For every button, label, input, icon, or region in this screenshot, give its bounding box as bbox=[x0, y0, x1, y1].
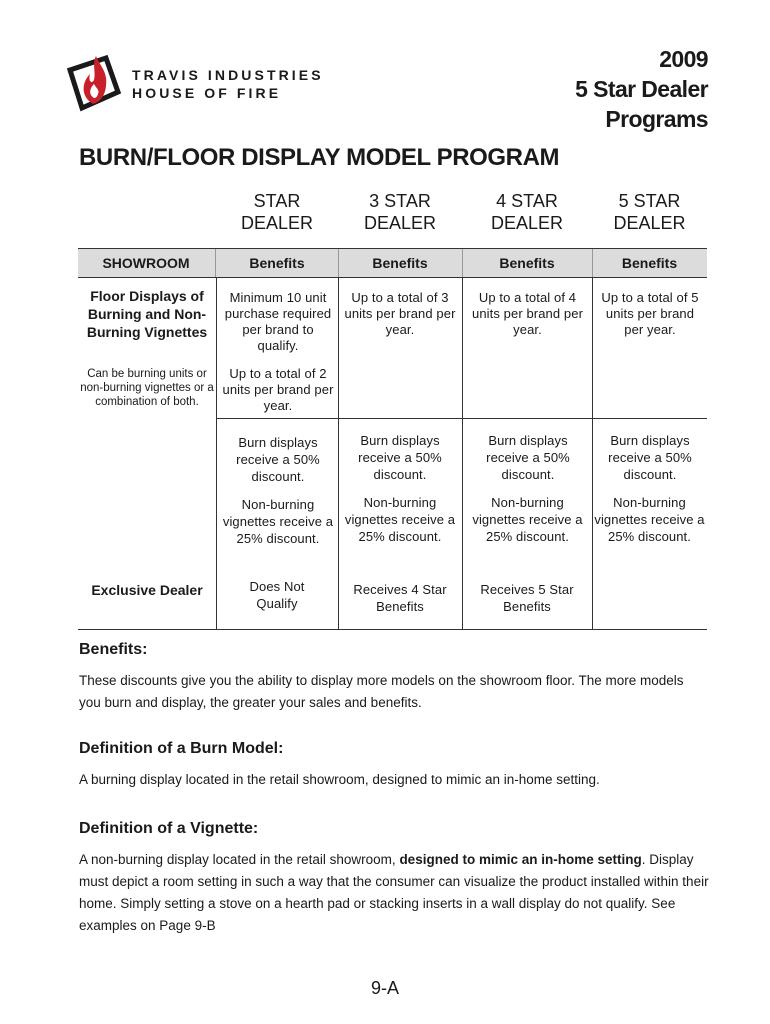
purchase-star: Minimum 10 unit purchase required per brand to qualify. bbox=[224, 290, 332, 353]
column-header-line: STAR bbox=[253, 191, 301, 211]
vignette-text bbox=[79, 849, 709, 937]
purchase-3-star: Up to a total of 3 units per brand per year. bbox=[344, 290, 456, 337]
exclusive-4-star: Receives 5 Star Benefits bbox=[480, 582, 574, 614]
benefits-label: Benefits bbox=[499, 255, 555, 271]
nonburn-discount-5-star: Non-burning vignettes receive a 25% discount. bbox=[594, 495, 705, 544]
program-year: 2009 bbox=[659, 46, 708, 72]
column-header-5-star bbox=[592, 190, 707, 234]
purchase-5-star: Up to a total of 5 units per brand per year. bbox=[601, 290, 699, 337]
column-header-line: 5 STAR bbox=[618, 191, 681, 211]
divider bbox=[216, 418, 707, 419]
travis-logo bbox=[66, 52, 366, 114]
program-heading bbox=[575, 44, 708, 134]
divider bbox=[592, 277, 593, 630]
nonburn-discount-star: Non-burning vignettes receive a 25% discount. bbox=[222, 497, 334, 546]
burn-discount-3-star: Burn displays receive a 50% discount. bbox=[358, 433, 442, 482]
page-number: 9-A bbox=[370, 978, 399, 998]
vignette-text-bold: designed to mimic an in-home setting bbox=[399, 852, 642, 867]
column-header-line: DEALER bbox=[490, 213, 564, 233]
burn-model-text: A burning display located in the retail showroom, designed to mimic an in-home setting. bbox=[79, 772, 600, 787]
column-header-star bbox=[216, 190, 338, 234]
benefits-heading: Benefits: bbox=[79, 641, 148, 658]
exclusive-3-star: Receives 4 Star Benefits bbox=[353, 582, 447, 614]
page-title: BURN/FLOOR DISPLAY MODEL PROGRAM bbox=[79, 144, 560, 171]
purchase-star-extra: Up to a total of 2 units per brand per year. bbox=[222, 366, 334, 413]
flame-logo-icon bbox=[66, 52, 126, 114]
benefits-label: Benefits bbox=[621, 255, 678, 271]
burn-discount-4-star: Burn displays receive a 50% discount. bbox=[486, 433, 570, 482]
floor-displays-label: Floor Displays of Burning and Non-Burning Vignettes bbox=[86, 288, 208, 340]
benefits-label: Benefits bbox=[372, 255, 428, 271]
nonburn-discount-4-star: Non-burning vignettes receive a 25% discount. bbox=[472, 495, 583, 544]
nonburn-discount-3-star: Non-burning vignettes receive a 25% discount. bbox=[344, 495, 456, 544]
brand-line-2: HOUSE OF FIRE bbox=[132, 85, 282, 101]
exclusive-dealer-label: Exclusive Dealer bbox=[91, 582, 203, 598]
divider bbox=[216, 277, 217, 630]
floor-displays-note: Can be burning units or non-burning vignettes or a combination of both. bbox=[80, 368, 214, 408]
column-header-4-star bbox=[462, 190, 592, 234]
burn-discount-star: Burn displays receive a 50% discount. bbox=[236, 435, 320, 484]
purchase-4-star: Up to a total of 4 units per brand per year. bbox=[471, 290, 584, 337]
benefits-text: These discounts give you the ability to display more models on the showroom floor. The more models you burn and display, the greater your sales and benefits. bbox=[79, 673, 684, 710]
column-header-line: DEALER bbox=[240, 213, 314, 233]
program-line-1: 5 Star Dealer bbox=[575, 76, 708, 102]
brand-name bbox=[132, 66, 324, 102]
showroom-header-bar bbox=[78, 248, 707, 278]
column-header-line: DEALER bbox=[363, 213, 437, 233]
divider bbox=[338, 277, 339, 630]
column-header-line: 3 STAR bbox=[369, 191, 431, 211]
vignette-text-start: A non-burning display located in the retail showroom, bbox=[79, 852, 400, 867]
burn-model-heading: Definition of a Burn Model: bbox=[79, 740, 284, 757]
exclusive-star: Does Not Qualify bbox=[249, 579, 305, 611]
divider bbox=[78, 629, 707, 630]
column-header-line: 4 STAR bbox=[496, 191, 558, 211]
burn-discount-5-star: Burn displays receive a 50% discount. bbox=[608, 433, 692, 482]
showroom-label: SHOWROOM bbox=[102, 255, 190, 271]
program-line-2: Programs bbox=[605, 106, 708, 132]
column-header-3-star bbox=[338, 190, 462, 234]
divider bbox=[462, 277, 463, 630]
benefits-label: Benefits bbox=[249, 255, 305, 271]
brand-line-1: TRAVIS INDUSTRIES bbox=[132, 67, 324, 83]
vignette-text-end: . Display must depict a room setting in such a way that the consumer can visualize the product installed within their home. Simply setting a stove on a hearth pad or stacking inserts in a wall display do not qualify. See examples on Page 9-B bbox=[79, 852, 709, 933]
vignette-heading: Definition of a Vignette: bbox=[79, 820, 259, 837]
column-header-line: DEALER bbox=[613, 213, 686, 233]
